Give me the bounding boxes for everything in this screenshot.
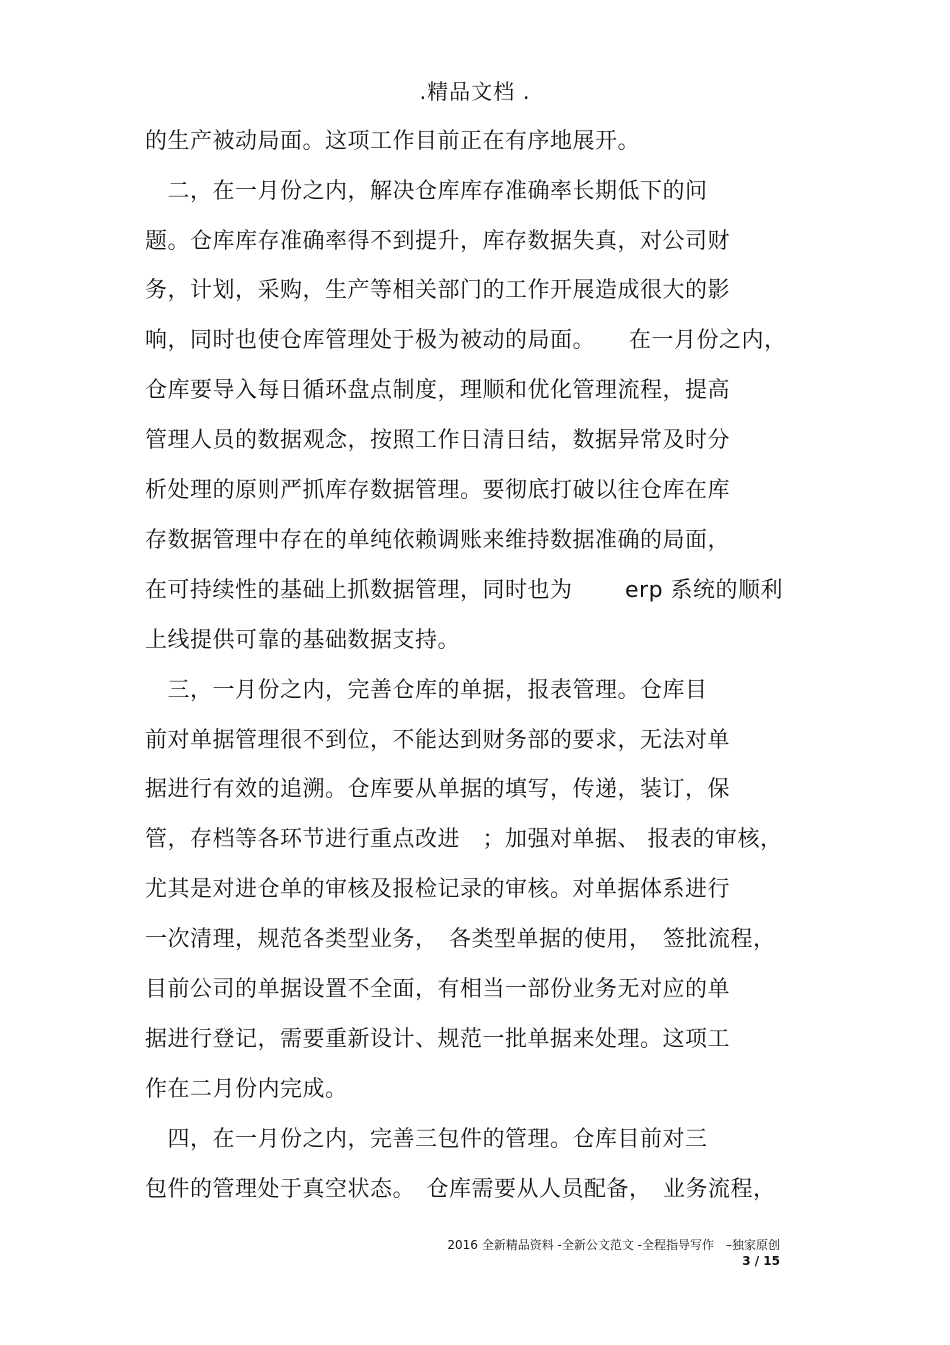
body-line: 据进行有效的追溯。仓库要从单据的填写，传递，装订，保 [145, 777, 731, 802]
body-line: 作在二月份内完成。 [145, 1077, 348, 1102]
body-line: 包件的管理处于真空状态。 仓库需要从人员配备， 业务流程， [145, 1177, 776, 1202]
body-line: 题。仓库库存准确率得不到提升，库存数据失真，对公司财 [145, 229, 731, 254]
body-line: 的生产被动局面。这项工作目前正在有序地展开。 [145, 129, 641, 154]
page-number: 3 / 15 [742, 1254, 780, 1268]
body-line: 存数据管理中存在的单纯依赖调账来维持数据准确的局面， [145, 528, 731, 553]
body-line: 在可持续性的基础上抓数据管理，同时也为 erp 系统的顺利 [145, 578, 784, 603]
body-line: 尤其是对进仓单的审核及报检记录的审核。对单据体系进行 [145, 877, 731, 902]
body-line: 上线提供可靠的基础数据支持。 [145, 628, 461, 653]
body-line: 管，存档等各环节进行重点改进 ；加强对单据、 报表的审核， [145, 827, 783, 852]
body-line: 一次清理，规范各类型业务， 各类型单据的使用， 签批流程， [145, 927, 776, 952]
body-line: 二，在一月份之内，解决仓库库存准确率长期低下的问 [145, 179, 708, 204]
page-header: .精品文档 . [419, 80, 531, 104]
body-line: 务，计划，采购，生产等相关部门的工作开展造成很大的影 [145, 278, 731, 303]
body-line: 响，同时也使仓库管理处于极为被动的局面。 在一月份之内， [145, 328, 787, 353]
body-line: 目前公司的单据设置不全面，有相当一部份业务无对应的单 [145, 977, 731, 1002]
body-line: 仓库要导入每日循环盘点制度，理顺和优化管理流程，提高 [145, 378, 731, 403]
body-line: 管理人员的数据观念，按照工作日清日结，数据异常及时分 [145, 428, 731, 453]
body-line: 前对单据管理很不到位，不能达到财务部的要求，无法对单 [145, 728, 731, 753]
body-line: 三，一月份之内，完善仓库的单据，报表管理。仓库目 [145, 678, 708, 703]
page-footer: 2016 全新精品资料 -全新公文范文 -全程指导写作 –独家原创 [447, 1238, 780, 1252]
body-line: 据进行登记，需要重新设计、规范一批单据来处理。这项工 [145, 1027, 731, 1052]
body-line: 四，在一月份之内，完善三包件的管理。仓库目前对三 [145, 1127, 708, 1152]
body-line: 析处理的原则严抓库存数据管理。要彻底打破以往仓库在库 [145, 478, 731, 503]
